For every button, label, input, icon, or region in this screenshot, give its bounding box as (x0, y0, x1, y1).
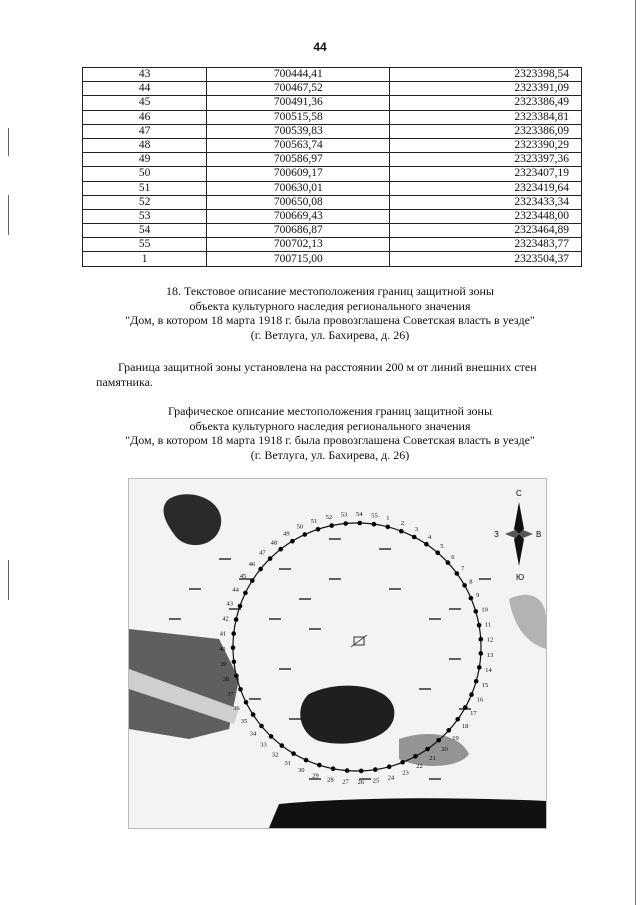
x-coordinate-cell: 700563,74 (207, 138, 390, 152)
boundary-description (96, 360, 588, 390)
boundary-point (373, 767, 378, 772)
boundary-point-label: 55 (371, 512, 378, 520)
compass-west-label: З (494, 530, 499, 539)
graphic-description-heading (60, 404, 600, 462)
boundary-point (345, 768, 350, 773)
boundary-point (413, 754, 418, 759)
boundary-point (463, 705, 468, 710)
y-coordinate-cell: 2323464,89 (390, 224, 582, 238)
point-number-cell: 46 (83, 110, 207, 124)
x-coordinate-cell: 700609,17 (207, 167, 390, 181)
boundary-point-label: 13 (486, 651, 494, 659)
boundary-point-label: 30 (298, 767, 305, 775)
boundary-point-label: 27 (342, 778, 349, 786)
boundary-point (386, 525, 391, 530)
y-coordinate-cell: 2323407,19 (390, 167, 582, 181)
boundary-point-label: 41 (219, 630, 227, 638)
boundary-point-label: 47 (259, 549, 266, 557)
boundary-point-label: 6 (451, 553, 455, 561)
boundary-point (331, 766, 336, 771)
point-number-cell: 55 (83, 238, 207, 252)
boundary-point (400, 760, 405, 765)
boundary-point-label: 46 (248, 560, 256, 568)
y-coordinate-cell: 2323483,77 (390, 238, 582, 252)
boundary-point-label: 22 (416, 763, 423, 771)
x-coordinate-cell: 700630,01 (207, 181, 390, 195)
boundary-point (412, 535, 417, 540)
boundary-point (446, 560, 451, 565)
boundary-point (234, 674, 239, 679)
y-coordinate-cell: 2323386,49 (390, 96, 582, 110)
boundary-point (231, 631, 236, 636)
y-coordinate-cell: 2323390,29 (390, 138, 582, 152)
boundary-point (231, 645, 236, 650)
boundary-point-label: 40 (219, 645, 226, 653)
heading-line: "Дом, в котором 18 марта 1918 г. была провозглашена Советская власть в уезде" (125, 313, 535, 328)
boundary-point (329, 523, 334, 528)
boundary-point-label: 3 (414, 526, 419, 534)
boundary-text-line: памятника. (96, 375, 153, 389)
boundary-point (243, 591, 248, 596)
left-margin-mark (8, 560, 9, 600)
compass-north-label: С (516, 489, 522, 498)
boundary-point (436, 738, 441, 743)
boundary-point-label: 25 (372, 777, 380, 785)
y-coordinate-cell: 2323391,09 (390, 82, 582, 96)
boundary-point (232, 660, 237, 665)
boundary-point (469, 692, 474, 697)
boundary-point-label: 36 (233, 704, 240, 712)
boundary-point (269, 734, 274, 739)
right-margin-mark (635, 0, 636, 905)
table-row (83, 153, 582, 167)
boundary-point (469, 596, 474, 601)
y-coordinate-cell: 2323419,64 (390, 181, 582, 195)
boundary-point-label: 4 (428, 534, 432, 541)
point-number-cell: 51 (83, 181, 207, 195)
boundary-point (258, 567, 263, 572)
y-coordinate-cell: 2323386,09 (390, 124, 582, 138)
boundary-point-label: 52 (325, 513, 333, 521)
x-coordinate-cell: 700650,08 (207, 195, 390, 209)
boundary-point-label: 24 (387, 774, 395, 782)
boundary-point-label: 53 (340, 511, 348, 519)
boundary-point-label: 34 (249, 730, 257, 738)
x-coordinate-cell: 700539,83 (207, 124, 390, 138)
left-margin-mark (8, 195, 9, 235)
boundary-point-label: 32 (271, 751, 279, 759)
table-row (83, 224, 582, 238)
table-row (83, 195, 582, 209)
table-row (83, 181, 582, 195)
boundary-point-label: 21 (429, 755, 436, 763)
boundary-point-label: 26 (357, 778, 365, 786)
boundary-point-label: 7 (461, 565, 465, 573)
table-row (83, 124, 582, 138)
point-number-cell: 47 (83, 124, 207, 138)
map-terrain (129, 479, 546, 828)
boundary-point-label: 38 (222, 676, 230, 684)
boundary-point-label: 18 (461, 723, 469, 731)
table-row (83, 96, 582, 110)
boundary-point-label: 54 (356, 511, 363, 518)
x-coordinate-cell: 700686,87 (207, 224, 390, 238)
boundary-point-label: 29 (312, 772, 319, 780)
point-number-cell: 1 (83, 252, 207, 266)
coordinates-table (82, 67, 582, 267)
section-18-heading (60, 284, 600, 342)
boundary-point-label: 11 (484, 621, 492, 629)
boundary-point (316, 527, 321, 532)
boundary-point-label: 5 (440, 543, 444, 551)
boundary-point (358, 521, 363, 526)
point-number-cell: 45 (83, 96, 207, 110)
point-number-cell: 44 (83, 82, 207, 96)
boundary-point (250, 578, 255, 583)
heading-line: Графическое описание местоположения границ защитной зоны (167, 404, 493, 418)
boundary-point (424, 542, 429, 547)
boundary-point-label: 51 (310, 517, 318, 525)
table-row (83, 110, 582, 124)
x-coordinate-cell: 700444,41 (207, 68, 390, 82)
y-coordinate-cell: 2323433,34 (390, 195, 582, 209)
boundary-point (280, 743, 285, 748)
boundary-point (477, 665, 482, 670)
boundary-point-label: 14 (485, 667, 492, 675)
boundary-point (259, 724, 264, 729)
x-coordinate-cell: 700669,43 (207, 209, 390, 223)
heading-line: объекта культурного наследия регионального значения (189, 298, 471, 313)
boundary-point (477, 623, 482, 628)
table-row (83, 167, 582, 181)
boundary-point (455, 717, 460, 722)
boundary-point-label: 19 (452, 735, 459, 742)
boundary-point (359, 769, 364, 774)
boundary-point-label: 37 (227, 690, 234, 698)
boundary-point (425, 747, 430, 752)
boundary-point (244, 700, 249, 705)
heading-line: (г. Ветлуга, ул. Бахирева, д. 26) (250, 327, 410, 342)
boundary-point-label: 49 (283, 530, 290, 538)
boundary-point (372, 522, 377, 527)
boundary-point (238, 687, 243, 692)
boundary-point-label: 1 (386, 515, 390, 523)
x-coordinate-cell: 700467,52 (207, 82, 390, 96)
boundary-point-label: 31 (284, 760, 291, 768)
boundary-point-label: 35 (240, 718, 248, 726)
boundary-point-label: 10 (481, 606, 488, 614)
compass-east-label: В (536, 530, 542, 539)
point-number-cell: 50 (83, 167, 207, 181)
boundary-point (474, 609, 479, 614)
boundary-point-label: 33 (260, 741, 267, 749)
boundary-point (251, 712, 256, 717)
point-number-cell: 54 (83, 224, 207, 238)
y-coordinate-cell: 2323448,00 (390, 209, 582, 223)
point-number-cell: 43 (83, 68, 207, 82)
heading-line: (г. Ветлуга, ул. Бахирева, д. 26) (250, 447, 410, 462)
boundary-point (435, 551, 440, 556)
heading-line: "Дом, в котором 18 марта 1918 г. была провозглашена Советская власть в уезде" (125, 433, 535, 448)
boundary-point (399, 529, 404, 534)
boundary-point-label: 8 (469, 578, 473, 586)
boundary-point-label: 48 (270, 539, 278, 547)
boundary-point-label: 45 (239, 573, 247, 581)
boundary-point (455, 571, 460, 576)
y-coordinate-cell: 2323384,81 (390, 110, 582, 124)
x-coordinate-cell: 700586,97 (207, 153, 390, 167)
compass-south-label: Ю (516, 573, 525, 582)
x-coordinate-cell: 700715,00 (207, 252, 390, 266)
boundary-point-label: 20 (441, 745, 448, 753)
boundary-point (479, 637, 484, 642)
boundary-point-label: 16 (476, 696, 484, 704)
table-row (83, 252, 582, 266)
heading-line: объекта культурного наследия регионального значения (189, 418, 471, 433)
boundary-point (238, 604, 243, 609)
table-row (83, 68, 582, 82)
boundary-point (447, 728, 452, 733)
boundary-point (234, 617, 239, 622)
boundary-point-label: 15 (481, 682, 489, 689)
boundary-point (474, 679, 479, 684)
boundary-point-label: 50 (296, 523, 304, 531)
point-number-cell: 49 (83, 153, 207, 167)
boundary-point (343, 521, 348, 526)
boundary-point (303, 532, 308, 537)
y-coordinate-cell: 2323398,54 (390, 68, 582, 82)
boundary-point-label: 42 (222, 615, 229, 623)
boundary-point (290, 539, 295, 544)
boundary-point-label: 39 (220, 661, 227, 668)
x-coordinate-cell: 700515,58 (207, 110, 390, 124)
y-coordinate-cell: 2323397,36 (390, 153, 582, 167)
left-margin-mark (8, 128, 9, 156)
boundary-point-label: 17 (470, 710, 477, 718)
boundary-text-line: Граница защитной зоны установлена на расстоянии 200 м от линий внешних стен (118, 360, 537, 374)
boundary-point-label: 12 (486, 636, 494, 644)
boundary-point (291, 751, 296, 756)
x-coordinate-cell: 700702,13 (207, 238, 390, 252)
boundary-point (317, 763, 322, 768)
table-row (83, 82, 582, 96)
boundary-point (387, 764, 392, 769)
protection-zone-map (128, 478, 547, 829)
boundary-point-label: 2 (400, 519, 405, 527)
boundary-point (278, 547, 283, 552)
y-coordinate-cell: 2323504,37 (390, 252, 582, 266)
boundary-point (304, 758, 309, 763)
boundary-point (268, 556, 273, 561)
point-number-cell: 48 (83, 138, 207, 152)
point-number-cell: 53 (83, 209, 207, 223)
heading-line: 18. Текстовое описание местоположения границ защитной зоны (166, 284, 494, 298)
x-coordinate-cell: 700491,36 (207, 96, 390, 110)
page-number: 44 (313, 40, 327, 54)
point-number-cell: 52 (83, 195, 207, 209)
table-row (83, 138, 582, 152)
map-drawing (129, 479, 546, 828)
table-row (83, 209, 582, 223)
table-row (83, 238, 582, 252)
boundary-point-label: 43 (226, 600, 233, 608)
boundary-point (462, 583, 467, 588)
boundary-point-label: 44 (232, 586, 239, 594)
boundary-point-label: 28 (327, 776, 334, 784)
boundary-point-label: 9 (476, 592, 480, 600)
boundary-point (479, 651, 484, 656)
boundary-point-label: 23 (402, 769, 409, 777)
